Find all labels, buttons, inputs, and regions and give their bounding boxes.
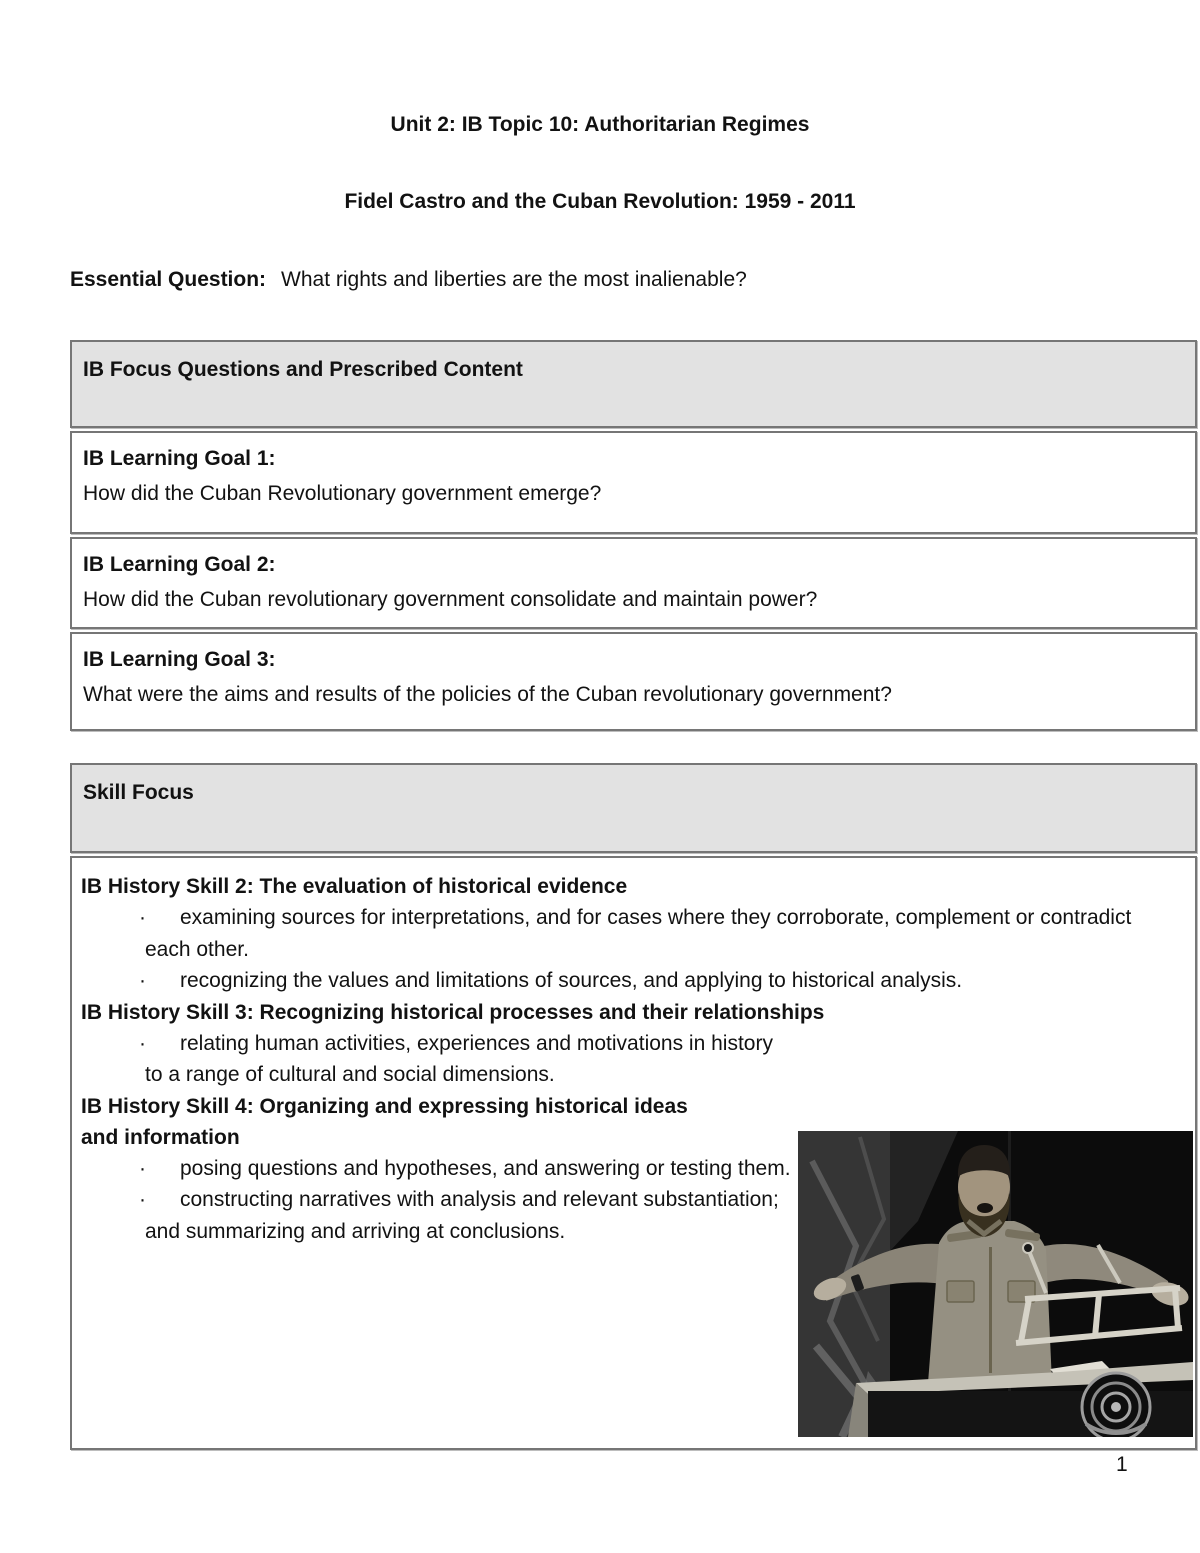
bullet-icon: ·: [139, 906, 146, 929]
list-item: [139, 1153, 793, 1185]
bullet-icon: ·: [139, 1156, 146, 1180]
list-item: [139, 965, 1167, 997]
bullet-icon: ·: [139, 1031, 146, 1055]
skill-table: [70, 763, 1197, 1450]
table-row: [70, 431, 1197, 534]
essential-question-text: What rights and liberties are the most inalienable?: [281, 268, 747, 291]
skill-3-heading: IB History Skill 3: Recognizing historical processes and their relationships: [81, 1000, 825, 1024]
learning-goal-1-label: IB Learning Goal 1:: [83, 447, 276, 470]
learning-goal-3-question: What were the aims and results of the policies of the Cuban revolutionary government?: [83, 683, 892, 706]
bullet-icon: ·: [139, 1188, 146, 1211]
skill-table-header: Skill Focus: [70, 763, 1197, 853]
page-subtitle: Fidel Castro and the Cuban Revolution: 1959 - 2011: [344, 190, 856, 213]
learning-goal-1-question: How did the Cuban Revolutionary government emerge?: [83, 482, 602, 505]
learning-goal-2-question: How did the Cuban revolutionary government consolidate and maintain power?: [83, 588, 818, 611]
table-row: [70, 632, 1197, 731]
bullet-text: relating human activities, experiences and motivations in history to a range of cultural and social dimensions.: [145, 1031, 773, 1086]
focus-table: [70, 340, 1197, 734]
essential-question-label: Essential Question:: [70, 268, 267, 291]
page-title: Unit 2: IB Topic 10: Authoritarian Regimes: [390, 113, 810, 136]
focus-table-header: IB Focus Questions and Prescribed Content: [70, 340, 1197, 428]
skill-table-body: [70, 856, 1197, 1450]
learning-goal-3-label: IB Learning Goal 3:: [83, 648, 276, 671]
castro-photo-image: [798, 1131, 1193, 1437]
essential-question: [70, 267, 747, 293]
bullet-icon: ·: [139, 969, 146, 992]
page-number: 1: [1116, 1453, 1128, 1476]
list-item: [139, 1184, 793, 1247]
list-item: [139, 1028, 793, 1091]
table-row: [70, 537, 1197, 629]
bullet-text: examining sources for interpretations, and for cases where they corroborate, complement or contradict each other.: [145, 906, 1132, 961]
bullet-text: posing questions and hypotheses, and answering or testing them.: [180, 1156, 791, 1180]
castro-photo: [798, 1131, 1193, 1437]
skill-4-heading: IB History Skill 4: Organizing and expressing historical ideas and information: [81, 1094, 688, 1149]
bullet-text: recognizing the values and limitations of sources, and applying to historical analysis.: [180, 969, 963, 992]
learning-goal-2-label: IB Learning Goal 2:: [83, 553, 276, 576]
bullet-text: constructing narratives with analysis and relevant substantiation; and summarizing and arriving at conclusions.: [145, 1188, 779, 1243]
list-item: [139, 902, 1167, 965]
skill-2-heading: IB History Skill 2: The evaluation of historical evidence: [81, 875, 628, 898]
